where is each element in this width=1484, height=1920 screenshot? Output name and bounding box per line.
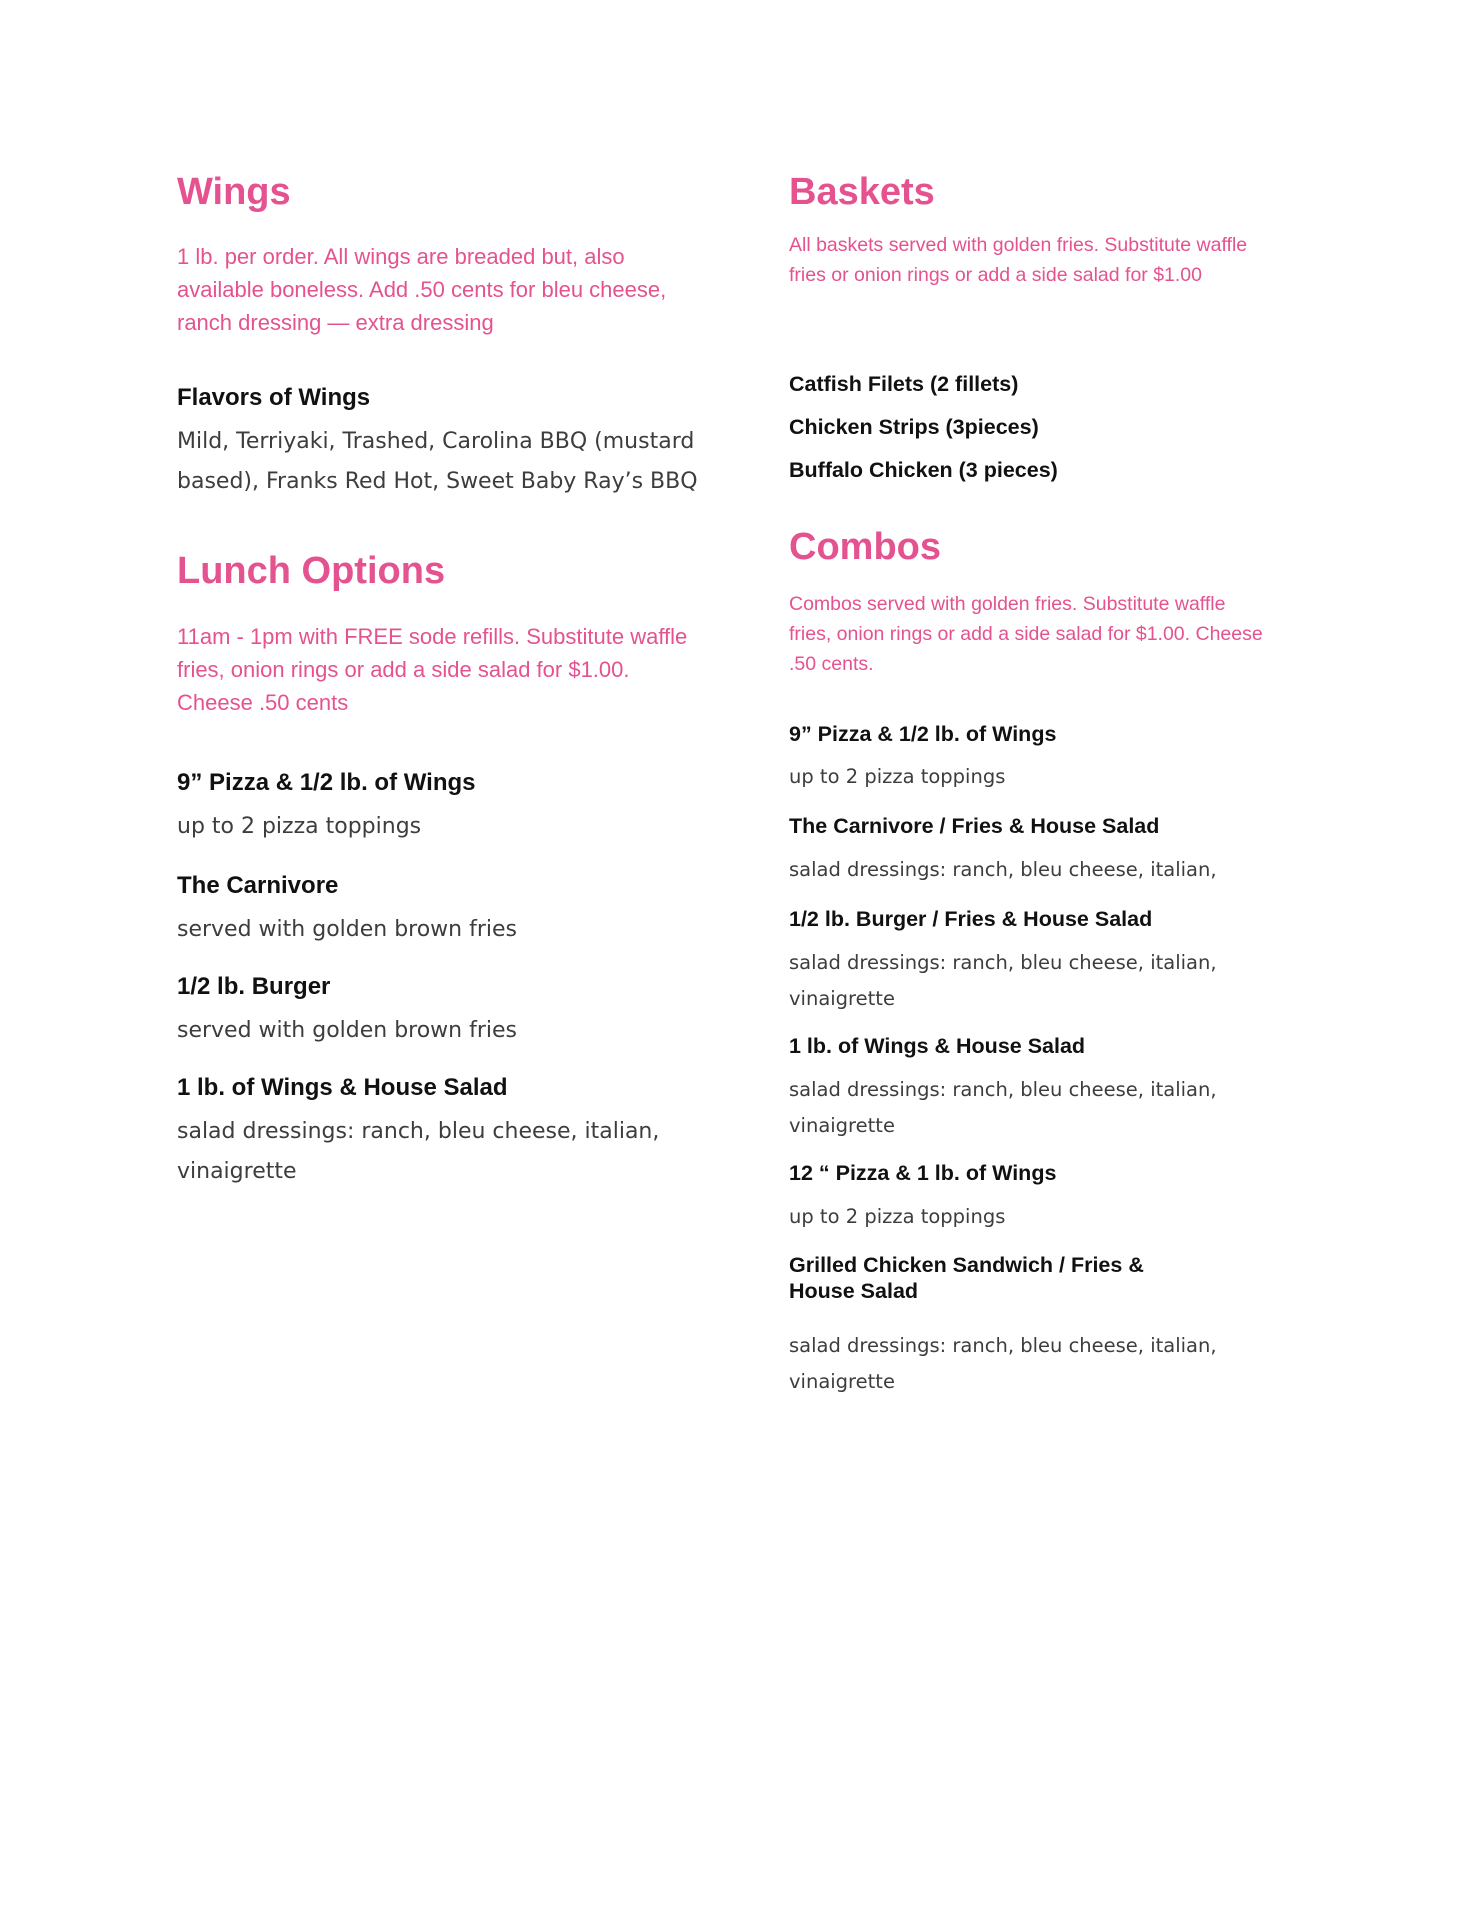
lunch-item-title: 1/2 lb. Burger (177, 973, 331, 1000)
combos-heading: Combos (789, 526, 941, 568)
combo-item-title: 9” Pizza & 1/2 lb. of Wings (789, 722, 1057, 746)
baskets-heading: Baskets (789, 171, 935, 213)
basket-item: Buffalo Chicken (3 pieces) (789, 458, 1058, 482)
combo-item-desc: salad dressings: ranch, bleu cheese, italian, (789, 858, 1217, 881)
combo-item-desc: up to 2 pizza toppings (789, 1205, 1006, 1228)
combo-item-desc: salad dressings: ranch, bleu cheese, italian, vinaigrette (789, 1334, 1217, 1393)
lunch-item-title: 9” Pizza & 1/2 lb. of Wings (177, 769, 476, 796)
combos-intro: Combos served with golden fries. Substitute waffle fries, onion rings or add a side salad for $1.00. Cheese .50 cents. (789, 593, 1263, 675)
lunch-item-desc: salad dressings: ranch, bleu cheese, italian, vinaigrette (177, 1119, 660, 1184)
flavors-title: Flavors of Wings (177, 384, 371, 411)
wings-intro: 1 lb. per order. All wings are breaded but, also available boneless. Add .50 cents for bleu cheese, ranch dressing — extra dressing (177, 244, 667, 335)
combo-item-title: 1/2 lb. Burger / Fries & House Salad (789, 907, 1153, 931)
flavors-desc: Mild, Terriyaki, Trashed, Carolina BBQ (mustard based), Franks Red Hot, Sweet Baby Ray’s BBQ (177, 429, 698, 494)
lunch-options-heading: Lunch Options (177, 550, 446, 592)
lunch-intro: 11am - 1pm with FREE sode refills. Substitute waffle fries, onion rings or add a side salad for $1.00. Cheese .50 cents (177, 624, 688, 715)
wings-heading: Wings (177, 171, 291, 213)
combo-item-title: 12 “ Pizza & 1 lb. of Wings (789, 1161, 1057, 1185)
combo-item-desc: salad dressings: ranch, bleu cheese, italian, vinaigrette (789, 951, 1217, 1010)
combo-item-title: 1 lb. of Wings & House Salad (789, 1034, 1086, 1058)
lunch-item-title: 1 lb. of Wings & House Salad (177, 1074, 508, 1101)
basket-item: Chicken Strips (3pieces) (789, 415, 1039, 439)
combo-item-desc: up to 2 pizza toppings (789, 765, 1006, 788)
combo-item-desc: salad dressings: ranch, bleu cheese, italian, vinaigrette (789, 1078, 1217, 1137)
lunch-item-desc: up to 2 pizza toppings (177, 814, 422, 839)
lunch-item-title: The Carnivore (177, 872, 339, 899)
baskets-intro: All baskets served with golden fries. Substitute waffle fries or onion rings or add a side salad for $1.00 (789, 234, 1248, 286)
lunch-item-desc: served with golden brown fries (177, 1018, 518, 1043)
combo-item-title: Grilled Chicken Sandwich / Fries & House Salad (789, 1253, 1144, 1303)
basket-item: Catfish Filets (2 fillets) (789, 372, 1019, 396)
combo-item-title: The Carnivore / Fries & House Salad (789, 814, 1160, 838)
lunch-item-desc: served with golden brown fries (177, 917, 518, 942)
